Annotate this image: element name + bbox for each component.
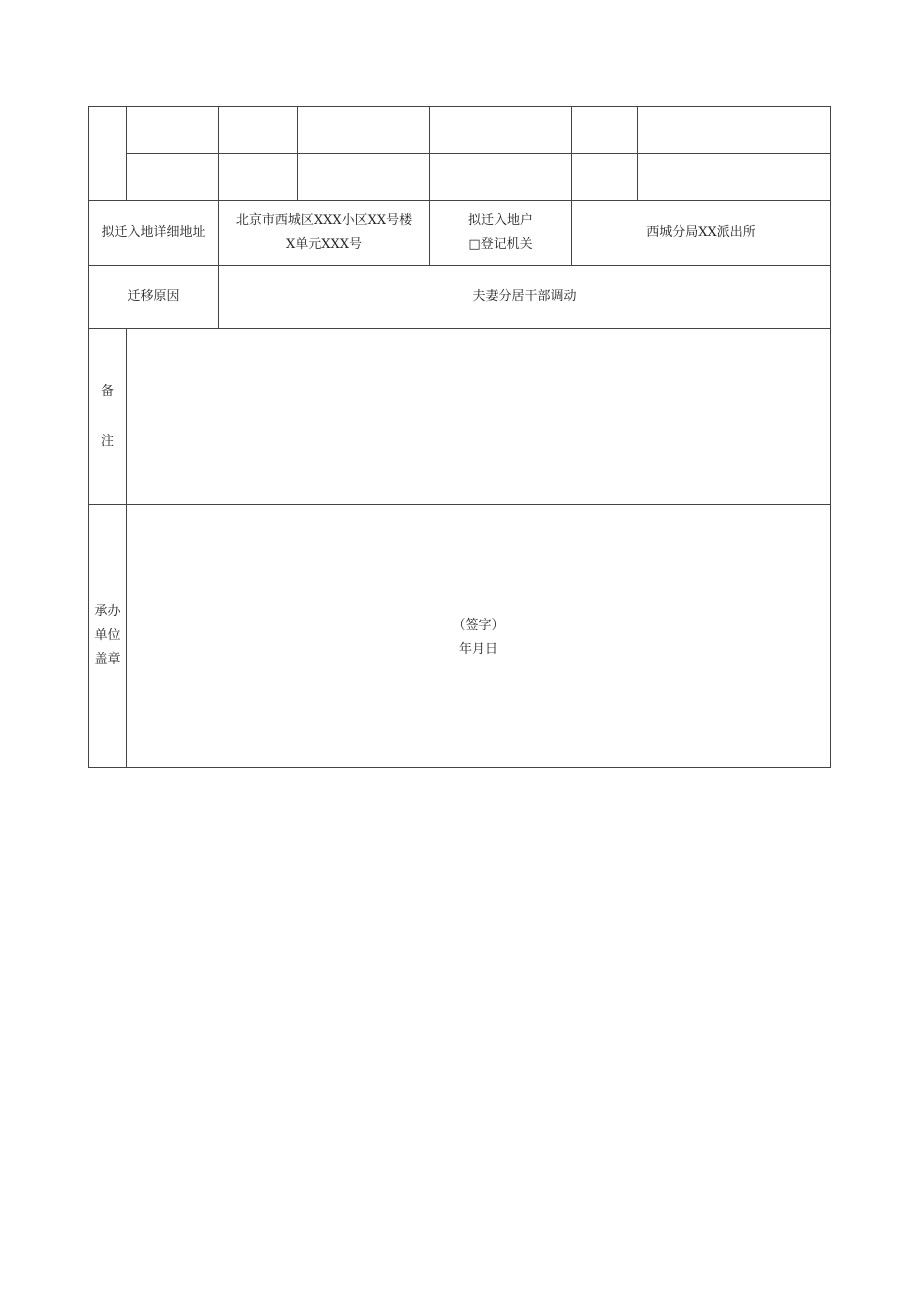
reason-label-text: 迁移原因 (127, 289, 180, 304)
address-label (89, 201, 218, 265)
blank-cell (572, 107, 637, 153)
seal-label-line-2: 单位 (94, 628, 121, 643)
reason-label (89, 266, 218, 328)
remarks-label (89, 329, 126, 504)
table-row-divider (126, 153, 831, 154)
address-line-1: 北京市西城区XXX小区XX号楼 (235, 213, 413, 228)
table-border-bottom (88, 767, 831, 768)
registry-value-text: 西城分局XX派出所 (646, 225, 756, 240)
reason-value (219, 266, 830, 328)
household-transfer-form (88, 106, 831, 768)
blank-cell (430, 107, 571, 153)
table-border-right (830, 106, 831, 768)
remarks-label-char-1: 备 (100, 383, 114, 399)
seal-label-line-3: 盖章 (94, 652, 121, 667)
seal-content (127, 505, 830, 767)
reason-value-text: 夫妻分居干部调动 (472, 289, 577, 304)
registry-label-line-2: □登记机关 (468, 237, 533, 252)
blank-cell (219, 107, 297, 153)
seal-label-line-1: 承办 (94, 604, 121, 619)
blank-cell (638, 107, 830, 153)
date-text: 年月日 (458, 642, 498, 657)
registry-label (430, 201, 571, 265)
blank-cell (298, 107, 429, 153)
registry-label-line-1: 拟迁入地户 (467, 213, 533, 228)
registry-value (572, 201, 830, 265)
remarks-content (127, 329, 830, 504)
seal-label (89, 505, 126, 767)
remarks-label-char-2: 注 (100, 433, 114, 449)
blank-cell (127, 107, 218, 153)
address-value (219, 201, 429, 265)
signature-text: （签字） (452, 618, 505, 633)
address-line-2: X单元XXX号 (285, 237, 363, 252)
address-label-text: 拟迁入地详细地址 (101, 225, 206, 240)
